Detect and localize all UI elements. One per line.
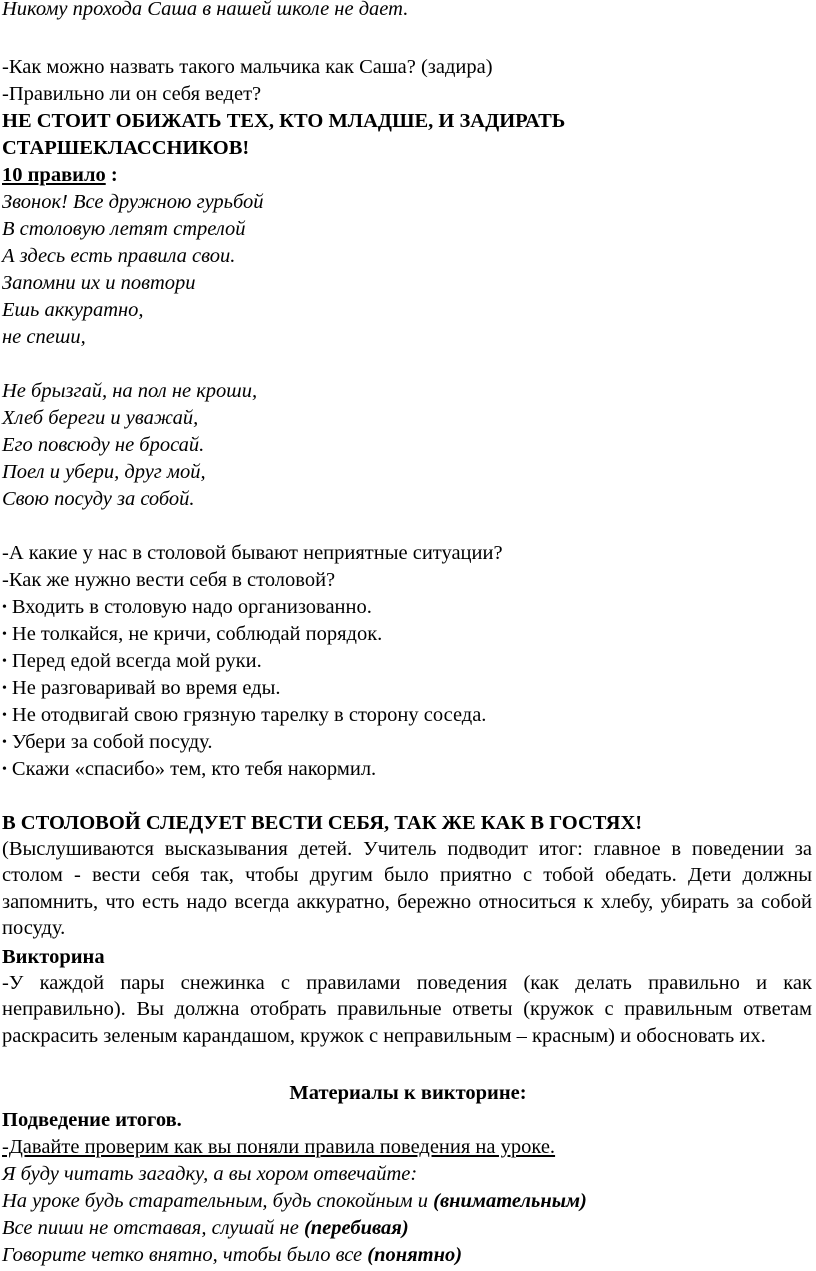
riddle-bracket: ) bbox=[455, 1244, 463, 1266]
riddle-bracket: ( bbox=[433, 1190, 440, 1212]
heading-bold-continued: СТАРШЕКЛАССНИКОВ! bbox=[2, 137, 250, 159]
poem-line: Не брызгай, на пол не кроши, bbox=[2, 380, 258, 402]
summary-intro: -Давайте проверим как вы поняли правила поведения на уроке. bbox=[2, 1136, 556, 1158]
bullet-icon: • bbox=[2, 627, 7, 642]
heading-bold: В СТОЛОВОЙ СЛЕДУЕТ ВЕСТИ СЕБЯ, ТАК ЖЕ КАК В ГОСТЯХ! bbox=[2, 812, 643, 834]
riddle-bracket: ( bbox=[367, 1244, 375, 1266]
list-item bbox=[2, 621, 382, 648]
list-item-text: Убери за собой посуду. bbox=[11, 731, 213, 753]
poem-line: не спеши, bbox=[2, 326, 86, 348]
intro-line: Никому прохода Саша в нашей школе не дает. bbox=[2, 0, 409, 20]
riddle-text: Говорите четко внятно, чтобы было все bbox=[2, 1244, 368, 1266]
list-item-text: Входить в столовую надо организованно. bbox=[11, 596, 372, 618]
rule-10-suffix: : bbox=[105, 164, 118, 186]
riddle-line bbox=[2, 1188, 587, 1214]
poem-line: Хлеб береги и уважай, bbox=[2, 407, 199, 429]
poem-line: Запомни их и повтори bbox=[2, 272, 196, 294]
list-item bbox=[2, 729, 212, 756]
list-item-text: Скажи «спасибо» тем, кто тебя накормил. bbox=[11, 758, 377, 780]
bullet-icon: • bbox=[2, 762, 7, 777]
list-item bbox=[2, 702, 486, 729]
poem-line: Поел и убери, друг мой, bbox=[2, 461, 206, 483]
poem-line: Ешь аккуратно, bbox=[2, 299, 144, 321]
riddle-bracket: ( bbox=[303, 1217, 311, 1239]
question-line: -А какие у нас в столовой бывают неприятные ситуации? bbox=[2, 542, 503, 564]
riddle-answer: понятно bbox=[374, 1244, 456, 1266]
list-item bbox=[2, 648, 262, 675]
summary-title: Подведение итогов. bbox=[2, 1109, 182, 1131]
list-item-text: Не отодвигай свою грязную тарелку в сторону соседа. bbox=[11, 704, 487, 726]
list-item bbox=[2, 594, 372, 621]
riddle-answer: внимательным bbox=[439, 1190, 580, 1212]
bullet-icon: • bbox=[2, 681, 7, 696]
list-item-text: Не толкайся, не кричи, соблюдай порядок. bbox=[11, 623, 383, 645]
poem-line: А здесь есть правила свои. bbox=[2, 245, 236, 267]
rule-10-label: 10 правило bbox=[2, 164, 106, 186]
list-item-text: Не разговаривай во время еды. bbox=[11, 677, 281, 699]
list-item-text: Перед едой всегда мой руки. bbox=[11, 650, 262, 672]
list-item bbox=[2, 756, 376, 783]
poem-line: В столовую летят стрелой bbox=[2, 218, 246, 240]
riddle-line bbox=[2, 1215, 409, 1241]
riddle-text: На уроке будь старательным, будь спокойным и bbox=[2, 1190, 434, 1212]
poem-line: Его повсюду не бросай. bbox=[2, 434, 205, 456]
riddle-intro: Я буду читать загадку, а вы хором отвечайте: bbox=[2, 1163, 418, 1185]
riddle-bracket: ) bbox=[401, 1217, 409, 1239]
riddle-answer: перебивая bbox=[310, 1217, 402, 1239]
bullet-icon: • bbox=[2, 654, 7, 669]
heading-bold: НЕ СТОИТ ОБИЖАТЬ ТЕХ, КТО МЛАДШЕ, И ЗАДИРАТЬ bbox=[2, 110, 566, 132]
poem-line: Звонок! Все дружною гурьбой bbox=[2, 191, 264, 213]
quiz-title: Викторина bbox=[2, 946, 105, 968]
question-line: -Как можно назвать такого мальчика как Саша? (задира) bbox=[2, 56, 493, 78]
paragraph-summary: (Выслушиваются высказывания детей. Учитель подводит итог: главное в поведении за столом - вести себя так, чтобы другим было приятно с тобой обедать. Дети должны запомнить, что есть надо всегда аккуратно, бережно относиться к хлебу, убирать за собой посуду. bbox=[2, 838, 812, 940]
list-item bbox=[2, 675, 281, 702]
question-line: -Как же нужно вести себя в столовой? bbox=[2, 569, 336, 591]
materials-title: Материалы к викторине: bbox=[289, 1082, 527, 1104]
paragraph-quiz: -У каждой пары снежинка с правилами поведения (как делать правильно и как неправильно). Вы должна отобрать правильные ответы (кружок с правильным ответам раскрасить зеленым карандашом, кружок с неправильным – красным) и обосновать их. bbox=[2, 972, 812, 1047]
riddle-text: Все пиши не отставая, слушай не bbox=[2, 1217, 304, 1239]
bullet-icon: • bbox=[2, 735, 7, 750]
bullet-icon: • bbox=[2, 708, 7, 723]
question-line: -Правильно ли он себя ведет? bbox=[2, 83, 262, 105]
rule-10-heading bbox=[2, 162, 118, 188]
riddle-line bbox=[2, 1242, 462, 1268]
riddle-bracket: ) bbox=[580, 1190, 587, 1212]
bullet-icon: • bbox=[2, 600, 7, 615]
poem-line: Свою посуду за собой. bbox=[2, 488, 195, 510]
